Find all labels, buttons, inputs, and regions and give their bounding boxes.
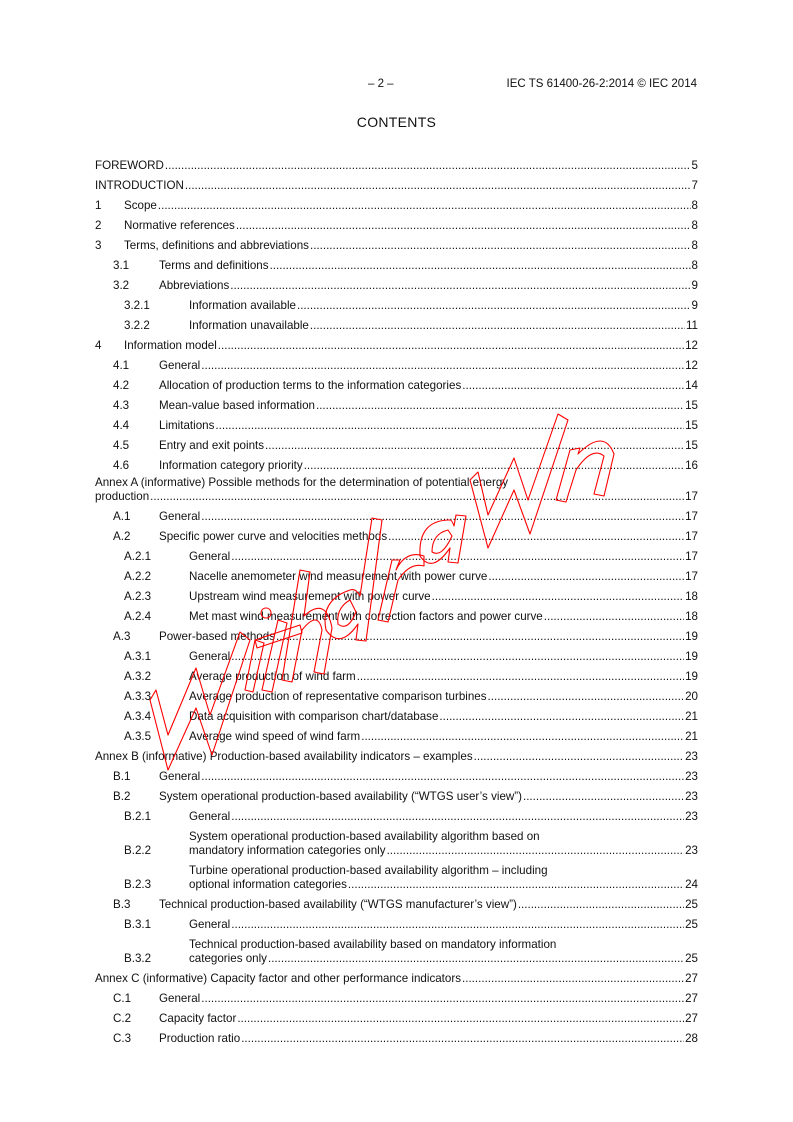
- toc-entry-page: 27: [685, 972, 698, 985]
- toc-entry[interactable]: [95, 790, 698, 804]
- toc-entry-title: Entry and exit points: [159, 439, 265, 452]
- toc-entry-page: 21: [685, 730, 698, 743]
- dot-leader: [200, 992, 684, 1006]
- toc-entry-title: General: [159, 510, 201, 523]
- dot-leader: [309, 319, 685, 333]
- toc-entry-page: 19: [685, 650, 698, 663]
- dot-leader: [461, 972, 684, 986]
- dot-leader: [360, 730, 684, 744]
- toc-entry[interactable]: [95, 279, 698, 293]
- dot-leader: [230, 918, 684, 932]
- toc-entry-title: General: [189, 918, 231, 931]
- toc-entry-page: 5: [691, 159, 698, 172]
- toc-entry-title-continued: mandatory information categories only: [189, 844, 386, 857]
- toc-entry-page: 18: [685, 610, 698, 623]
- toc-entry-title-continued: optional information categories: [189, 878, 347, 891]
- toc-entry-page: 20: [685, 690, 698, 703]
- toc-entry[interactable]: [95, 918, 698, 932]
- toc-entry[interactable]: [95, 770, 698, 784]
- toc-entry[interactable]: [95, 399, 698, 413]
- toc-entry-page: 24: [685, 878, 698, 891]
- toc-entry-number: C.3: [113, 1032, 132, 1045]
- toc-entry-page: 19: [685, 630, 698, 643]
- dot-leader: [230, 650, 684, 664]
- toc-entry-number: A.3.5: [124, 730, 152, 743]
- toc-entry-title: General: [159, 359, 201, 372]
- toc-entry-number: B.2.1: [124, 810, 152, 823]
- toc-entry-number: A.3.2: [124, 670, 152, 683]
- dot-leader: [543, 610, 684, 624]
- toc-entry[interactable]: [95, 710, 698, 724]
- toc-entry[interactable]: [95, 459, 698, 473]
- toc-entry[interactable]: [95, 690, 698, 704]
- toc-entry[interactable]: [95, 630, 698, 644]
- toc-entry-title: Average wind speed of wind farm: [189, 730, 361, 743]
- toc-entry-title: Production ratio: [159, 1032, 241, 1045]
- toc-entry-title: Average production of representative comparison turbines: [189, 690, 487, 703]
- toc-entry[interactable]: [95, 938, 698, 966]
- toc-entry[interactable]: [95, 550, 698, 564]
- toc-entry[interactable]: [95, 650, 698, 664]
- toc-entry[interactable]: [95, 259, 698, 273]
- toc-entry-number: 4.3: [113, 399, 130, 412]
- table-of-contents: [95, 159, 698, 1046]
- toc-entry-page: 16: [685, 459, 698, 472]
- toc-entry-title: Capacity factor: [159, 1012, 237, 1025]
- toc-entry-title: Data acquisition with comparison chart/database: [189, 710, 439, 723]
- toc-entry-page: 25: [685, 898, 698, 911]
- toc-entry[interactable]: [95, 1012, 698, 1026]
- toc-entry-page: 8: [691, 239, 698, 252]
- toc-entry-page: 23: [685, 790, 698, 803]
- toc-entry-title: Annex A (informative) Possible methods for the determination of potential energy: [95, 476, 509, 489]
- toc-entry-title: Information available: [189, 299, 296, 312]
- toc-entry[interactable]: [95, 590, 698, 604]
- toc-entry-page: 17: [685, 570, 698, 583]
- toc-entry-title: Allocation of production terms to the information categories: [159, 379, 462, 392]
- dot-leader: [386, 844, 685, 858]
- toc-entry[interactable]: [95, 670, 698, 684]
- dot-leader: [240, 1032, 684, 1046]
- toc-entry[interactable]: [95, 864, 698, 892]
- dot-leader: [214, 419, 684, 433]
- dot-leader: [157, 199, 691, 213]
- toc-entry-number: B.2.2: [124, 844, 152, 857]
- toc-entry-title: Technical production-based availability (“WTGS manufacturer’s view”): [159, 898, 517, 911]
- toc-entry-number: A.3: [113, 630, 131, 643]
- toc-entry[interactable]: [95, 992, 698, 1006]
- toc-entry-page: 25: [685, 952, 698, 965]
- toc-entry-title: INTRODUCTION: [95, 179, 184, 192]
- dot-leader: [200, 510, 684, 524]
- toc-entry[interactable]: [95, 1032, 698, 1046]
- toc-entry-title: Met mast wind measurement with correction factors and power curve: [189, 610, 543, 623]
- toc-entry-page: 12: [685, 359, 698, 372]
- toc-entry[interactable]: [95, 179, 698, 193]
- toc-entry-page: 23: [685, 844, 698, 857]
- dot-leader: [236, 1012, 684, 1026]
- dot-leader: [347, 878, 684, 892]
- dot-leader: [217, 339, 684, 353]
- toc-entry-page: 23: [685, 810, 698, 823]
- toc-entry-page: 21: [685, 710, 698, 723]
- toc-entry-number: A.2.4: [124, 610, 152, 623]
- dot-leader: [200, 359, 684, 373]
- dot-leader: [387, 530, 684, 544]
- dot-leader: [269, 259, 691, 273]
- toc-entry[interactable]: [95, 339, 698, 353]
- dot-leader: [487, 690, 685, 704]
- toc-entry-page: 14: [685, 379, 698, 392]
- toc-entry[interactable]: [95, 159, 698, 173]
- toc-entry-number: A.3.3: [124, 690, 152, 703]
- toc-entry-number: 3.2.1: [124, 299, 150, 312]
- page-header: [0, 76, 793, 92]
- toc-entry-title: General: [189, 650, 231, 663]
- toc-entry-number: 3: [95, 239, 102, 252]
- page-title: CONTENTS: [356, 114, 437, 130]
- toc-entry[interactable]: [95, 319, 698, 333]
- toc-entry-number: 4: [95, 339, 102, 352]
- toc-entry-title: Scope: [124, 199, 157, 212]
- toc-entry[interactable]: [95, 730, 698, 744]
- toc-entry-title: General: [189, 810, 231, 823]
- dot-leader: [235, 219, 691, 233]
- toc-entry-page: 9: [691, 299, 698, 312]
- toc-entry-number: 3.1: [113, 259, 130, 272]
- toc-entry-page: 8: [691, 219, 698, 232]
- toc-entry-title: Turbine operational production-based availability algorithm – including: [189, 864, 548, 877]
- toc-entry-title: Annex B (informative) Production-based availability indicators – examples: [95, 750, 473, 763]
- toc-entry-page: 9: [691, 279, 698, 292]
- toc-entry[interactable]: [95, 830, 698, 858]
- toc-entry[interactable]: [95, 750, 698, 764]
- toc-entry-number: A.1: [113, 510, 131, 523]
- toc-entry-title: Specific power curve and velocities methods: [159, 530, 388, 543]
- toc-entry[interactable]: [95, 299, 698, 313]
- dot-leader: [200, 770, 684, 784]
- toc-entry-page: 8: [691, 259, 698, 272]
- toc-entry-page: 23: [685, 770, 698, 783]
- toc-entry-title: General: [189, 550, 231, 563]
- toc-entry-number: C.1: [113, 992, 132, 1005]
- toc-entry-number: 3.2: [113, 279, 130, 292]
- toc-entry-title: Average production of wind farm: [189, 670, 356, 683]
- toc-entry-page: 25: [685, 918, 698, 931]
- toc-entry-title: Terms, definitions and abbreviations: [124, 239, 309, 252]
- toc-entry-number: 4.6: [113, 459, 130, 472]
- toc-entry-title: Abbreviations: [159, 279, 230, 292]
- toc-entry-number: A.3.1: [124, 650, 152, 663]
- dot-leader: [315, 399, 684, 413]
- toc-entry-page: 17: [685, 530, 698, 543]
- toc-entry-title: Upstream wind measurement with power curve: [189, 590, 431, 603]
- toc-entry-page: 27: [685, 1012, 698, 1025]
- toc-entry[interactable]: [95, 419, 698, 433]
- toc-entry-title-continued: production: [95, 490, 150, 503]
- dot-leader: [264, 439, 684, 453]
- dot-leader: [431, 590, 684, 604]
- toc-entry-page: 19: [685, 670, 698, 683]
- dot-leader: [517, 898, 684, 912]
- toc-entry-page: 8: [691, 199, 698, 212]
- dot-leader: [522, 790, 684, 804]
- dot-leader: [164, 159, 691, 173]
- dot-leader: [267, 952, 684, 966]
- toc-entry[interactable]: [95, 239, 698, 253]
- toc-entry[interactable]: [95, 439, 698, 453]
- toc-entry-title: Mean-value based information: [159, 399, 315, 412]
- dot-leader: [229, 279, 690, 293]
- toc-entry-title: Power-based methods: [159, 630, 275, 643]
- toc-entry-title: General: [159, 992, 201, 1005]
- toc-entry[interactable]: [95, 972, 698, 986]
- toc-entry-number: A.2.1: [124, 550, 152, 563]
- toc-entry-number: B.1: [113, 770, 131, 783]
- toc-entry-number: 1: [95, 199, 102, 212]
- toc-entry-number: A.2.3: [124, 590, 152, 603]
- toc-entry[interactable]: [95, 610, 698, 624]
- toc-entry-title: Terms and definitions: [159, 259, 269, 272]
- toc-entry[interactable]: [95, 570, 698, 584]
- toc-entry[interactable]: [95, 810, 698, 824]
- toc-entry-title: System operational production-based availability algorithm based on: [189, 830, 540, 843]
- toc-entry-title: General: [159, 770, 201, 783]
- toc-entry-number: B.3: [113, 898, 131, 911]
- toc-entry-title: Limitations: [159, 419, 215, 432]
- toc-entry-number: 2: [95, 219, 102, 232]
- dot-leader: [309, 239, 691, 253]
- toc-entry-number: 4.2: [113, 379, 130, 392]
- toc-entry-number: A.3.4: [124, 710, 152, 723]
- toc-entry-title: Nacelle anemometer wind measurement with power curve: [189, 570, 488, 583]
- dot-leader: [356, 670, 684, 684]
- toc-entry-page: 11: [685, 319, 698, 332]
- toc-entry-title: Information unavailable: [189, 319, 309, 332]
- toc-entry[interactable]: [95, 530, 698, 544]
- toc-entry-page: 12: [685, 339, 698, 352]
- toc-entry-number: 4.1: [113, 359, 130, 372]
- dot-leader: [438, 710, 684, 724]
- toc-entry-title: Information category priority: [159, 459, 303, 472]
- dot-leader: [487, 570, 684, 584]
- toc-entry-page: 28: [685, 1032, 698, 1045]
- toc-entry-page: 23: [685, 750, 698, 763]
- toc-entry-page: 18: [685, 590, 698, 603]
- toc-entry-page: 15: [685, 399, 698, 412]
- toc-entry[interactable]: [95, 476, 698, 504]
- toc-entry[interactable]: [95, 898, 698, 912]
- toc-entry-number: B.3.1: [124, 918, 152, 931]
- dot-leader: [149, 490, 684, 504]
- dot-leader: [461, 379, 684, 393]
- dot-leader: [230, 550, 684, 564]
- toc-entry-page: 17: [685, 550, 698, 563]
- toc-entry[interactable]: [95, 359, 698, 373]
- toc-entry[interactable]: [95, 510, 698, 524]
- standard-identifier: IEC TS 61400-26-2:2014 © IEC 2014: [506, 78, 697, 90]
- toc-entry-number: 4.5: [113, 439, 130, 452]
- toc-entry-number: 3.2.2: [124, 319, 150, 332]
- toc-entry-title-continued: categories only: [189, 952, 267, 965]
- toc-entry[interactable]: [95, 219, 698, 233]
- toc-entry[interactable]: [95, 199, 698, 213]
- toc-entry-title: System operational production-based availability (“WTGS user’s view”): [159, 790, 522, 803]
- toc-entry-page: 15: [685, 419, 698, 432]
- toc-entry-number: A.2: [113, 530, 131, 543]
- toc-entry-page: 27: [685, 992, 698, 1005]
- toc-entry-number: B.3.2: [124, 952, 152, 965]
- dot-leader: [296, 299, 691, 313]
- toc-entry[interactable]: [95, 379, 698, 393]
- toc-entry-page: 15: [685, 439, 698, 452]
- toc-entry-title: Information model: [124, 339, 217, 352]
- toc-entry-page: 17: [685, 490, 698, 503]
- toc-entry-number: C.2: [113, 1012, 132, 1025]
- dot-leader: [184, 179, 691, 193]
- toc-entry-page: 7: [691, 179, 698, 192]
- dot-leader: [303, 459, 684, 473]
- toc-entry-title: Normative references: [124, 219, 235, 232]
- toc-entry-number: B.2.3: [124, 878, 152, 891]
- dot-leader: [473, 750, 684, 764]
- dot-leader: [275, 630, 684, 644]
- toc-entry-number: A.2.2: [124, 570, 152, 583]
- dot-leader: [230, 810, 684, 824]
- toc-entry-page: 17: [685, 510, 698, 523]
- toc-entry-number: B.2: [113, 790, 131, 803]
- toc-entry-title: FOREWORD: [95, 159, 164, 172]
- toc-entry-title: Annex C (informative) Capacity factor and other performance indicators: [95, 972, 462, 985]
- toc-entry-title: Technical production-based availability based on mandatory information: [189, 938, 557, 951]
- toc-entry-number: 4.4: [113, 419, 130, 432]
- page-number: – 2 –: [368, 78, 394, 90]
